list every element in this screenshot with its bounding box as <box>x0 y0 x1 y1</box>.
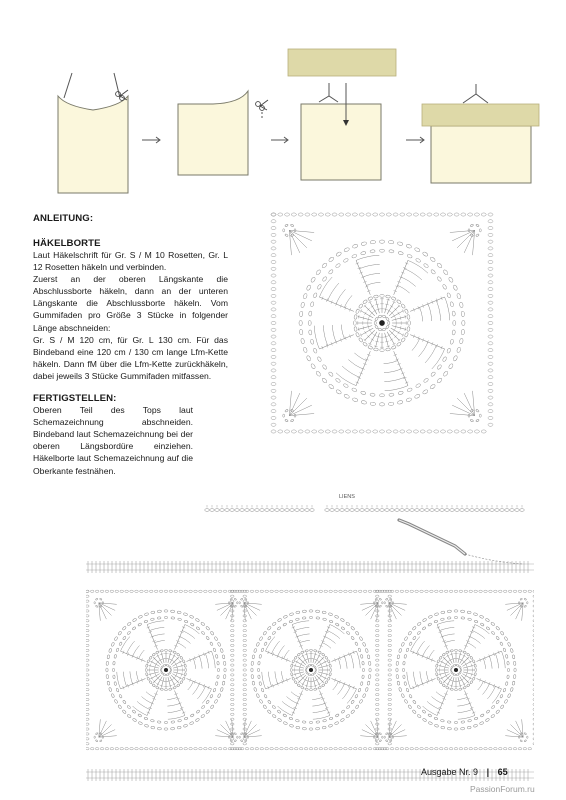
chain-stitch <box>445 509 449 512</box>
step-1-camisole <box>58 73 128 193</box>
step-4-finished-top <box>422 84 539 183</box>
chain-stitch <box>205 509 209 512</box>
chain-stitch <box>455 509 459 512</box>
chain-stitch <box>330 509 334 512</box>
chain-stitch <box>335 509 339 512</box>
chain-stitch <box>365 509 369 512</box>
chain-stitch <box>270 509 274 512</box>
step-3-lace-above <box>288 49 396 180</box>
chain-stitch <box>420 509 424 512</box>
chain-stitch <box>385 509 389 512</box>
footer-page-number: 65 <box>497 767 508 777</box>
chain-stitch <box>415 509 419 512</box>
chain-stitch <box>475 509 479 512</box>
chain-stitch <box>275 509 279 512</box>
chain-stitch <box>295 509 299 512</box>
chain-stitch <box>280 509 284 512</box>
chain-stitch <box>370 509 374 512</box>
chain-stitch <box>395 509 399 512</box>
chain-stitch <box>245 509 249 512</box>
chain-stitch <box>310 509 314 512</box>
chain-stitch <box>490 509 494 512</box>
arrow-right-icon <box>142 137 160 143</box>
chain-stitch <box>265 509 269 512</box>
instructions-block <box>33 213 228 477</box>
chain-stitch <box>465 509 469 512</box>
chain-stitch <box>360 509 364 512</box>
chain-stitch <box>255 509 259 512</box>
chain-stitch <box>460 509 464 512</box>
border-rosette-1 <box>86 590 247 750</box>
chain-stitch <box>260 509 264 512</box>
chain-stitch <box>240 509 244 512</box>
assembly-steps-illustration <box>0 0 566 200</box>
chain-stitch <box>355 509 359 512</box>
chain-stitch <box>440 509 444 512</box>
chain-stitch <box>285 509 289 512</box>
chain-stitch <box>510 509 514 512</box>
chain-stitch <box>305 509 309 512</box>
chain-stitch <box>500 509 504 512</box>
chain-stitch <box>435 509 439 512</box>
step-2-cut-top <box>178 91 248 175</box>
chain-stitch <box>215 509 219 512</box>
arrow-right-icon <box>271 137 288 143</box>
chain-stitch <box>400 509 404 512</box>
watermark: PassionForum.ru <box>470 784 535 794</box>
rosette-motif <box>271 213 493 433</box>
border-rosette-3 <box>375 590 534 750</box>
chain-stitch <box>225 509 229 512</box>
instructions-title: ANLEITUNG: <box>33 213 94 224</box>
chain-stitch <box>405 509 409 512</box>
footer-separator: | <box>486 767 490 777</box>
chain-stitch <box>380 509 384 512</box>
chain-stitch <box>495 509 499 512</box>
chain-stitch <box>505 509 509 512</box>
chain-stitch <box>300 509 304 512</box>
chain-stitch <box>515 509 519 512</box>
border-rosette-2 <box>230 590 391 750</box>
section-heading-haekelborte: HÄKELBORTE <box>33 238 101 249</box>
rosette-crochet-chart <box>232 203 532 443</box>
crochet-hook-illustration <box>399 520 523 564</box>
chain-stitch <box>220 509 224 512</box>
arrow-right-icon <box>406 137 424 143</box>
chain-stitch <box>210 509 214 512</box>
chain-stitch <box>430 509 434 512</box>
liens-label: LIENS <box>339 494 355 500</box>
chain-stitch <box>485 509 489 512</box>
chain-stitch <box>425 509 429 512</box>
chain-stitch <box>350 509 354 512</box>
chain-stitch <box>470 509 474 512</box>
scissors-icon <box>256 100 268 110</box>
chain-stitch <box>375 509 379 512</box>
chain-stitch <box>250 509 254 512</box>
chain-stitch <box>325 509 329 512</box>
chain-stitch <box>340 509 344 512</box>
chain-stitch <box>410 509 414 512</box>
chain-stitch <box>480 509 484 512</box>
chain-stitch <box>290 509 294 512</box>
section-text-haekelborte: Laut Häkelschrift für Gr. S / M 10 Rosetten, Gr. L 12 Rosetten häkeln und verbinden. Zuerst an der oberen Längskante die Abschlussborte häkeln, dann an der unteren Längskante die Abschlussborte häkeln. Vom Gummifaden pro Größe 3 Stücke in folgender Länge abschneiden: Gr. S / M 120 cm, für Gr. L 130 cm. Für das Bindeband eine 120 cm / 130 cm lange Lfm-Kette häkeln. Dann fM über die Lfm-Kette zurückhäkeln, dabei jeweils 3 Stücke Gummifaden mitfassen. <box>33 250 228 381</box>
chain-stitch <box>450 509 454 512</box>
chain-stitch <box>230 509 234 512</box>
footer-issue <box>421 767 508 777</box>
section-heading-fertigstellen: FERTIGSTELLEN: <box>33 393 117 405</box>
tie-cord-chart <box>203 490 533 570</box>
chain-stitch <box>390 509 394 512</box>
chain-stitch <box>345 509 349 512</box>
border-crochet-chart <box>86 560 534 785</box>
chain-stitch <box>520 509 524 512</box>
chain-stitch <box>235 509 239 512</box>
footer-issue-text: Ausgabe Nr. 9 <box>421 767 479 777</box>
section-text-fertigstellen: Oberen Teil des Tops laut Schemazeichnung abschneiden. Bindeband laut Schemazeichnung bei der oberen Längsbordüre einziehen. Häkelborte laut Schemazeichnung auf die Oberkante festnähen. <box>33 405 193 476</box>
